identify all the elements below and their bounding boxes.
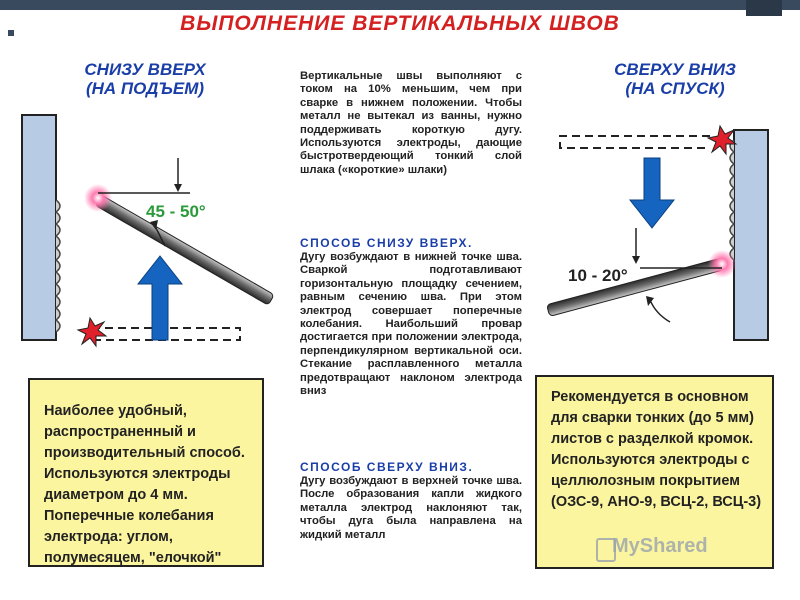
left-arc-glow (84, 184, 112, 212)
right-angle-arc (650, 300, 670, 322)
left-heading-line2: (НА ПОДЪЕМ) (85, 79, 205, 98)
method-down-heading: СПОСОБ СВЕРХУ ВНИЗ. (300, 460, 474, 474)
method-up-heading: СПОСОБ СНИЗУ ВВЕРХ. (300, 236, 473, 250)
watermark: MyShared (612, 535, 708, 557)
left-angle-label: 45 - 50° (146, 202, 206, 221)
right-dashed-plate (560, 136, 710, 148)
method-up-text: Дугу возбуждают в нижней точке шва. Сваркой подготавливают горизонтальную площадку сечением, равным сечению шва. При этом электрод совершает поперечные колебания. Наибольший провар достигается при положении электрода, перпендикулярном вертикальной оси. Стекание расплавленного металла предотвращают наклоном электрода вниз (300, 251, 522, 398)
right-angle-label: 10 - 20° (568, 266, 628, 285)
left-info-text: Наиболее удобный, распространенный и производительный способ. Используются электроды диаметром до 4 мм. Поперечные колебания электрода: углом, полумесяцем, "елочкой" (44, 403, 245, 566)
down-arrow-icon (630, 158, 674, 228)
right-info-text: Рекомендуется в основном для сварки тонких (до 5 мм) листов с разделкой кромок. Используются электроды с целлюлозным покрытием (ОЗС-9, АНО-9, ВСЦ-2, ВСЦ-3) (551, 389, 762, 510)
right-arc-glow (708, 250, 736, 278)
right-angle-arrowhead (632, 256, 640, 264)
method-down-text: Дугу возбуждают в верхней точке шва. После образования капли жидкого металла электрод наклоняют так, чтобы дуга была направлена на жидкий металл (300, 475, 522, 541)
left-heading-line1: СНИЗУ ВВЕРХ (84, 60, 206, 79)
right-heading-line2: (НА СПУСК) (625, 79, 725, 98)
left-weld-bead (56, 200, 60, 332)
left-plate (22, 115, 56, 340)
left-info-box (28, 378, 264, 567)
right-heading-line1: СВЕРХУ ВНИЗ (614, 60, 736, 79)
page-title: ВЫПОЛНЕНИЕ ВЕРТИКАЛЬНЫХ ШВОВ (180, 12, 620, 35)
right-weld-bead (730, 140, 734, 262)
left-spark-icon (78, 318, 106, 346)
right-plate (734, 130, 768, 340)
left-angle-arrowhead (174, 184, 182, 192)
intro-text: Вертикальные швы выполняют с током на 10% меньшим, чем при сварке в нижнем положении. Чтобы металл не вытекал из ванны, нужно поддерживать короткую дугу. Используются электроды, дающие быстротвердеющий тонкий слой шлака («короткие» шлаки) (300, 70, 522, 176)
